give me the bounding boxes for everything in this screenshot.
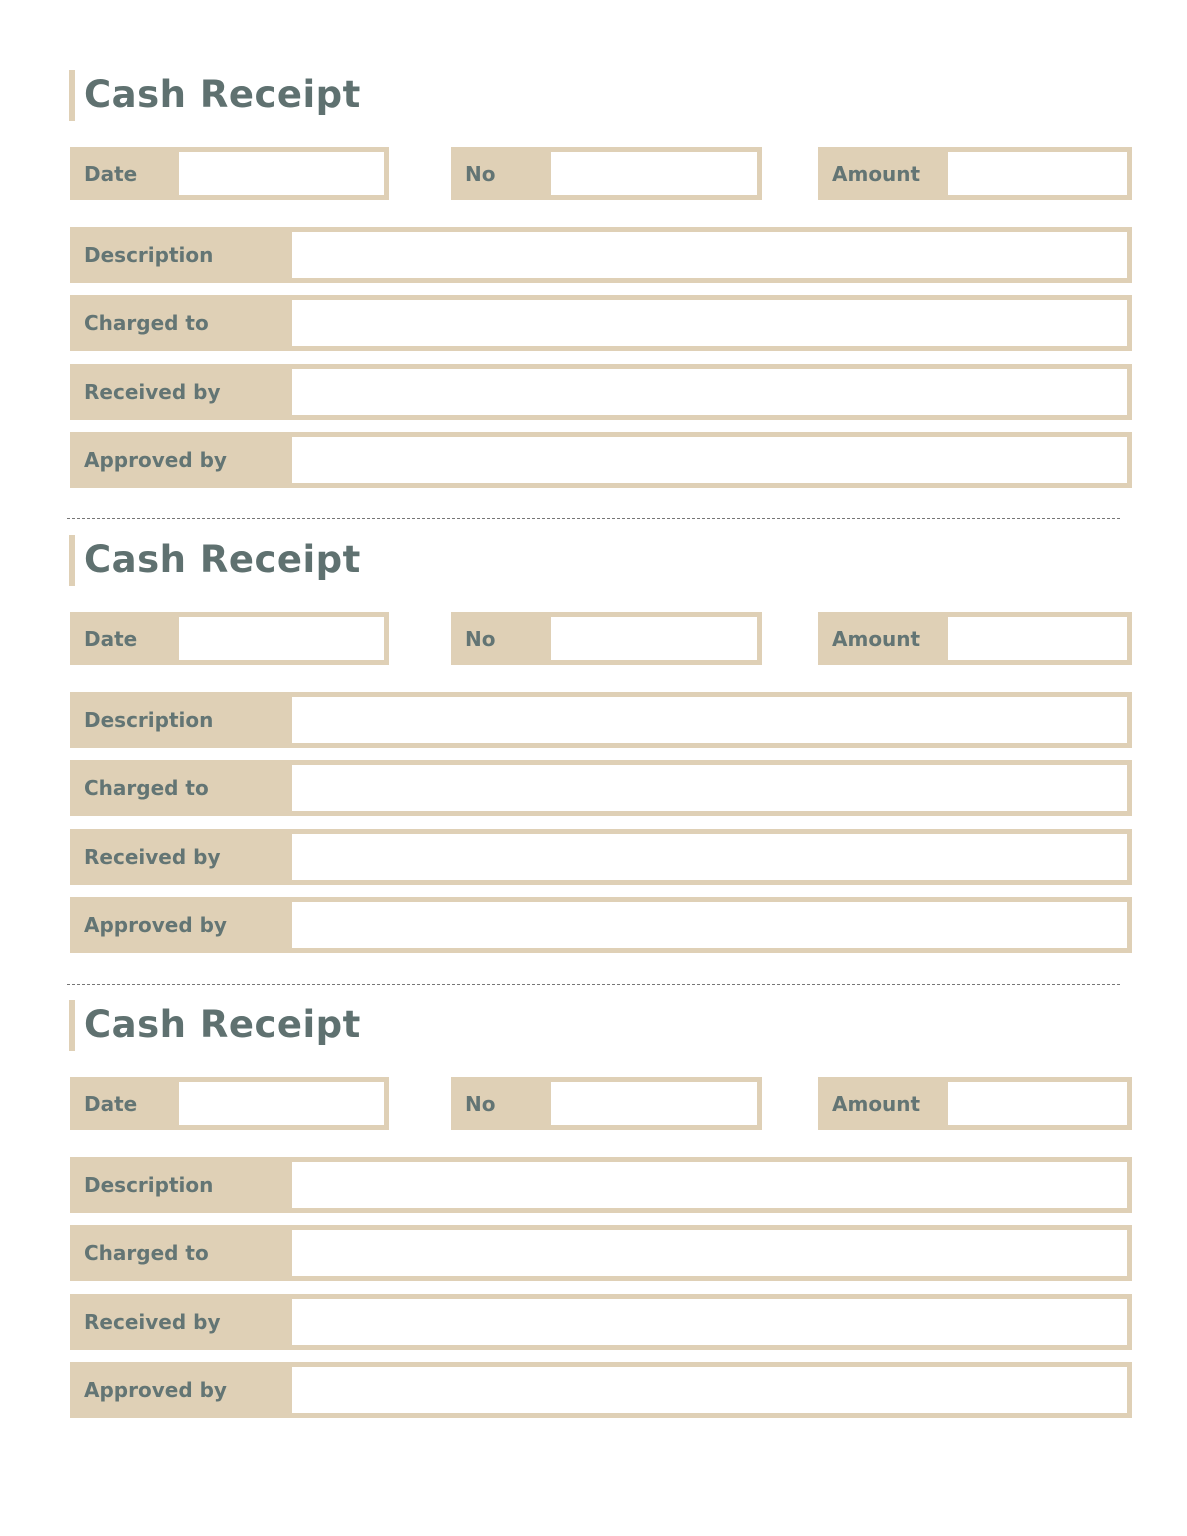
charged-to-input[interactable] [292,765,1127,811]
date-field [70,612,389,665]
received-by-field [70,364,1132,420]
approved-by-input[interactable] [292,902,1127,948]
charged-to-label: Charged to [84,311,209,335]
receipt-title: Cash Receipt [84,73,361,116]
no-label: No [465,626,496,651]
charged-to-input[interactable] [292,1230,1127,1276]
description-label: Description [84,1173,214,1197]
received-by-input[interactable] [292,1299,1127,1345]
receipt-title: Cash Receipt [84,1003,361,1046]
received-by-label: Received by [84,380,221,404]
title-accent-bar [69,70,75,121]
date-field [70,1077,389,1130]
amount-input[interactable] [948,152,1127,195]
cut-line-separator [67,984,1120,985]
amount-field [818,612,1132,665]
approved-by-field [70,432,1132,488]
description-label: Description [84,708,214,732]
no-field [451,147,762,200]
amount-field [818,147,1132,200]
cut-line-separator [67,518,1120,519]
received-by-label: Received by [84,845,221,869]
charged-to-field [70,1225,1132,1281]
amount-input[interactable] [948,1082,1127,1125]
no-field [451,1077,762,1130]
approved-by-input[interactable] [292,437,1127,483]
no-field [451,612,762,665]
charged-to-field [70,295,1132,351]
cash-receipt-2 [0,535,1187,975]
date-label: Date [84,161,138,186]
date-input[interactable] [179,1082,384,1125]
approved-by-input[interactable] [292,1367,1127,1413]
received-by-input[interactable] [292,369,1127,415]
date-input[interactable] [179,152,384,195]
title-accent-bar [69,535,75,586]
approved-by-label: Approved by [84,1378,227,1402]
description-field [70,692,1132,748]
no-input[interactable] [551,152,757,195]
description-field [70,227,1132,283]
description-input[interactable] [292,232,1127,278]
charged-to-input[interactable] [292,300,1127,346]
description-input[interactable] [292,1162,1127,1208]
date-input[interactable] [179,617,384,660]
date-label: Date [84,1091,138,1116]
description-label: Description [84,243,214,267]
amount-label: Amount [832,626,921,651]
amount-input[interactable] [948,617,1127,660]
amount-field [818,1077,1132,1130]
description-input[interactable] [292,697,1127,743]
charged-to-label: Charged to [84,776,209,800]
no-input[interactable] [551,1082,757,1125]
approved-by-field [70,1362,1132,1418]
charged-to-field [70,760,1132,816]
no-label: No [465,1091,496,1116]
received-by-label: Received by [84,1310,221,1334]
cash-receipt-1 [0,70,1187,510]
title-accent-bar [69,1000,75,1051]
no-input[interactable] [551,617,757,660]
description-field [70,1157,1132,1213]
received-by-field [70,829,1132,885]
amount-label: Amount [832,1091,921,1116]
receipt-title: Cash Receipt [84,538,361,581]
cash-receipt-3 [0,1000,1187,1440]
received-by-field [70,1294,1132,1350]
approved-by-field [70,897,1132,953]
approved-by-label: Approved by [84,913,227,937]
no-label: No [465,161,496,186]
charged-to-label: Charged to [84,1241,209,1265]
date-field [70,147,389,200]
date-label: Date [84,626,138,651]
received-by-input[interactable] [292,834,1127,880]
amount-label: Amount [832,161,921,186]
approved-by-label: Approved by [84,448,227,472]
